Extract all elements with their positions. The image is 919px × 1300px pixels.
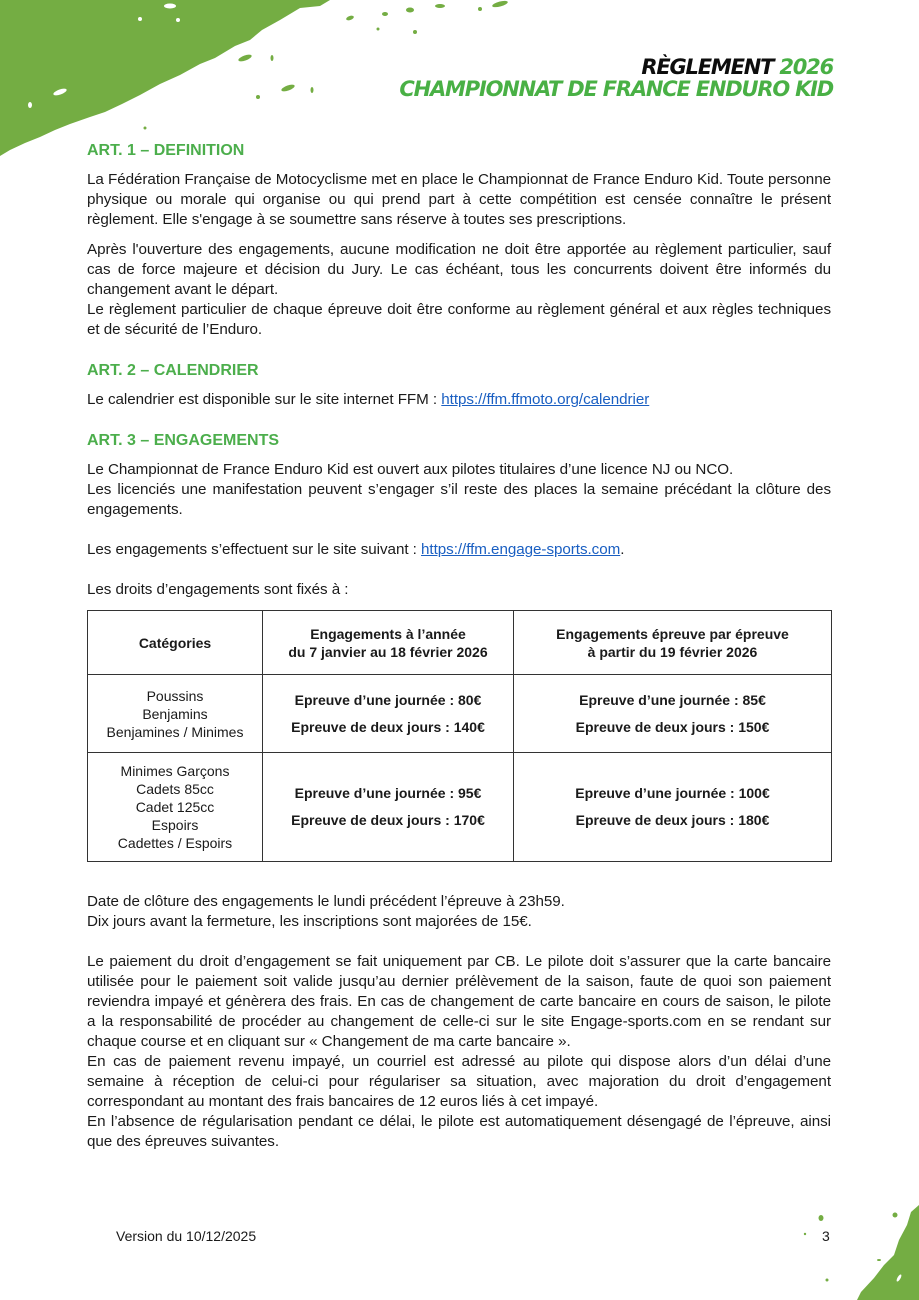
- price-one-day: Epreuve d’une journée : 100€: [575, 785, 770, 801]
- header-line: du 7 janvier au 18 février 2026: [288, 643, 488, 660]
- article-2-heading: ART. 2 – CALENDRIER: [87, 362, 259, 379]
- header-categories: Catégories: [88, 611, 263, 675]
- article-1-heading: ART. 1 – DEFINITION: [87, 142, 245, 159]
- document-body: [87, 140, 831, 1152]
- annual-price-cell: [263, 675, 514, 753]
- article-2-paragraph: [87, 390, 831, 410]
- article-3-paragraph: Le Championnat de France Enduro Kid est ouvert aux pilotes titulaires d’une licence NJ ou NCO.: [87, 461, 734, 478]
- payment-paragraph: Le paiement du droit d’engagement se fait uniquement par CB. Le pilote doit s’assurer que la carte bancaire utilisée pour le paiement soit valide jusqu’au dernier prélèvement de la saison, faute de quoi son paiement reviendra impayé et génèrera des frais. En cas de changement de carte bancaire en cours de saison, le pilote a la responsabilité de procéder au changement de celle-ci sur le site Engage-sports.com en se rendant sur chaque course et en cliquant sur « Changement de ma carte bancaire ».: [87, 953, 831, 1050]
- price-one-day: Epreuve d’une journée : 85€: [579, 691, 766, 708]
- category: Poussins: [146, 687, 204, 704]
- per-event-price-cell: [514, 675, 832, 753]
- fees-table: [87, 610, 832, 862]
- engagement-site-paragraph: [87, 540, 831, 560]
- article-1-paragraph: Après l'ouverture des engagements, aucune modification ne doit être apportée au règlement particulier, sauf cas de force majeure et décision du Jury. Le cas échéant, tous les concurrents doivent être informés du changement avant le départ.: [87, 241, 831, 298]
- header-line: Engagements épreuve par épreuve: [556, 625, 789, 642]
- header-subtitle: CHAMPIONNAT DE FRANCE ENDURO KID: [399, 77, 833, 101]
- price-two-days: Epreuve de deux jours : 180€: [575, 812, 770, 828]
- header-annual: [263, 611, 514, 675]
- article-3-paragraph: Les licenciés une manifestation peuvent s’engager s’il reste des places la semaine précédant la clôture des engagements.: [87, 481, 831, 518]
- per-event-price-cell: [514, 753, 832, 862]
- category: Cadets 85cc: [136, 781, 214, 797]
- table-header-row: [88, 611, 832, 675]
- category: Benjamins: [142, 705, 208, 722]
- price-two-days: Epreuve de deux jours : 140€: [291, 718, 485, 735]
- article-1-paragraph: Le règlement particulier de chaque épreuve doit être conforme au règlement général et aux règles techniques et de sécurité de l’Enduro.: [87, 301, 831, 338]
- category: Cadettes / Espoirs: [117, 835, 233, 851]
- article-3-heading: ART. 3 – ENGAGEMENTS: [87, 432, 280, 449]
- categories-cell: [88, 753, 263, 862]
- category: Benjamines / Minimes: [106, 723, 244, 740]
- disengagement-paragraph: En l’absence de régularisation pendant ce délai, le pilote est automatiquement désengagé de l’épreuve, ainsi que des épreuves suivantes.: [87, 1113, 831, 1150]
- document-header-title: [399, 56, 833, 100]
- green-splash-decoration-bottom: [799, 1200, 919, 1300]
- unpaid-paragraph: En cas de paiement revenu impayé, un courriel est adressé au pilote qui dispose alors d’un délai d’une semaine à réception de celui-ci pour régulariser sa situation, avec majoration du droit d’engagement correspondant au montant des frais bancaires de 12 euros liés à cet impayé.: [87, 1053, 831, 1110]
- category: Cadet 125cc: [135, 799, 215, 815]
- annual-price-cell: [263, 753, 514, 862]
- article-1-paragraph: La Fédération Française de Motocyclisme met en place le Championnat de France Enduro Kid. Toute personne physique ou morale qui organise ou qui prend part à cette compétition est censée connaître le présent règlement. Elle s'engage à se soumettre sans réserve à toutes ses prescriptions.: [87, 171, 831, 228]
- engage-sports-link[interactable]: https://ffm.engage-sports.com: [421, 541, 621, 558]
- fees-intro: Les droits d’engagements sont fixés à :: [87, 581, 349, 598]
- closing-date-text: Date de clôture des engagements le lundi précédent l’épreuve à 23h59.: [87, 893, 565, 910]
- engagement-site-text: Les engagements s’effectuent sur le site suivant :: [87, 541, 422, 558]
- price-one-day: Epreuve d’une journée : 95€: [294, 785, 482, 801]
- late-fee-text: Dix jours avant la fermeture, les inscriptions sont majorées de 15€.: [87, 913, 532, 930]
- price-two-days: Epreuve de deux jours : 170€: [291, 812, 485, 828]
- categories-cell: [88, 675, 263, 753]
- footer-version: Version du 10/12/2025: [116, 1228, 257, 1244]
- header-title-year: 2026: [779, 55, 833, 79]
- category: Minimes Garçons: [120, 763, 230, 779]
- price-two-days: Epreuve de deux jours : 150€: [575, 718, 770, 735]
- page-number: 3: [822, 1228, 830, 1244]
- punctuation: .: [620, 541, 625, 558]
- header-per-event: [514, 611, 832, 675]
- header-line: Engagements à l’année: [310, 625, 466, 642]
- header-line: à partir du 19 février 2026: [587, 643, 758, 660]
- table-row: [88, 753, 832, 862]
- table-row: [88, 675, 832, 753]
- category: Espoirs: [151, 817, 199, 833]
- price-one-day: Epreuve d’une journée : 80€: [294, 691, 482, 708]
- calendar-link[interactable]: https://ffm.ffmoto.org/calendrier: [441, 391, 650, 408]
- header-title-word: RÈGLEMENT: [641, 55, 774, 79]
- calendar-text: Le calendrier est disponible sur le site internet FFM :: [87, 391, 442, 408]
